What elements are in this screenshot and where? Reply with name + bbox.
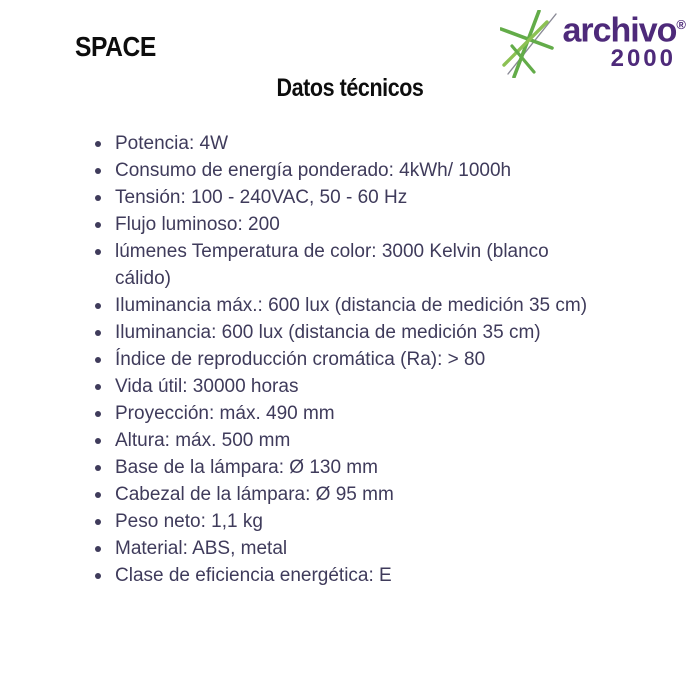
brand-year: 2000 (610, 45, 676, 73)
spec-text: Peso neto: 1,1 kg (115, 511, 263, 532)
bullet-icon (95, 141, 101, 147)
spec-text: Índice de reproducción cromática (Ra): > 80 (115, 349, 486, 370)
bullet-icon (95, 546, 101, 552)
spec-text: Potencia: 4W (115, 133, 228, 154)
brand-logo (500, 8, 686, 78)
spec-item-peso-neto (95, 508, 605, 535)
spec-item-temperatura-color (95, 238, 605, 292)
logo-text (562, 8, 686, 71)
spec-text: Proyección: máx. 490 mm (115, 403, 335, 424)
spec-item-base-lampara (95, 454, 605, 481)
bullet-icon (95, 303, 101, 309)
spec-item-potencia (95, 130, 605, 157)
spec-item-flujo-luminoso (95, 211, 605, 238)
spec-item-eficiencia-energetica (95, 562, 605, 589)
spec-item-material (95, 535, 605, 562)
spec-item-altura (95, 427, 605, 454)
bullet-icon (95, 249, 101, 255)
spec-item-iluminancia (95, 319, 605, 346)
registered-mark: ® (676, 17, 686, 32)
spec-item-vida-util (95, 373, 605, 400)
bullet-icon (95, 465, 101, 471)
spec-text: Cabezal de la lámpara: Ø 95 mm (115, 484, 394, 505)
spec-text: Base de la lámpara: Ø 130 mm (115, 457, 378, 478)
bullet-icon (95, 357, 101, 363)
spec-text: Iluminancia: 600 lux (distancia de medición 35 cm) (115, 322, 541, 343)
bullet-icon (95, 573, 101, 579)
spec-item-proyeccion (95, 400, 605, 427)
bullet-icon (95, 195, 101, 201)
star-sketch-icon (500, 10, 560, 78)
spec-text: Iluminancia máx.: 600 lux (distancia de medición 35 cm) (115, 295, 588, 316)
bullet-icon (95, 438, 101, 444)
bullet-icon (95, 411, 101, 417)
spec-item-tension (95, 184, 605, 211)
spec-text: Tensión: 100 - 240VAC, 50 - 60 Hz (115, 187, 408, 208)
spec-text: Flujo luminoso: 200 (115, 214, 280, 235)
section-title: Datos técnicos (276, 74, 424, 102)
spec-item-iluminancia-max (95, 292, 605, 319)
spec-text: Clase de eficiencia energética: E (115, 565, 392, 586)
spec-text: Altura: máx. 500 mm (115, 430, 291, 451)
spec-text: lúmenes Temperatura de color: 3000 Kelvin (blanco cálido) (115, 241, 549, 289)
brand-name-line (562, 8, 686, 50)
bullet-icon (95, 384, 101, 390)
bullet-icon (95, 222, 101, 228)
bullet-icon (95, 330, 101, 336)
spec-text: Vida útil: 30000 horas (115, 376, 299, 397)
brand-name: archivo (562, 11, 677, 50)
bullet-icon (95, 492, 101, 498)
spec-item-consumo (95, 157, 605, 184)
spec-text: Material: ABS, metal (115, 538, 288, 559)
specs-list (95, 130, 605, 589)
bullet-icon (95, 168, 101, 174)
product-title: SPACE (75, 31, 156, 62)
bullet-icon (95, 519, 101, 525)
spec-text: Consumo de energía ponderado: 4kWh/ 1000h (115, 160, 512, 181)
spec-item-indice-cromatico (95, 346, 605, 373)
spec-item-cabezal-lampara (95, 481, 605, 508)
